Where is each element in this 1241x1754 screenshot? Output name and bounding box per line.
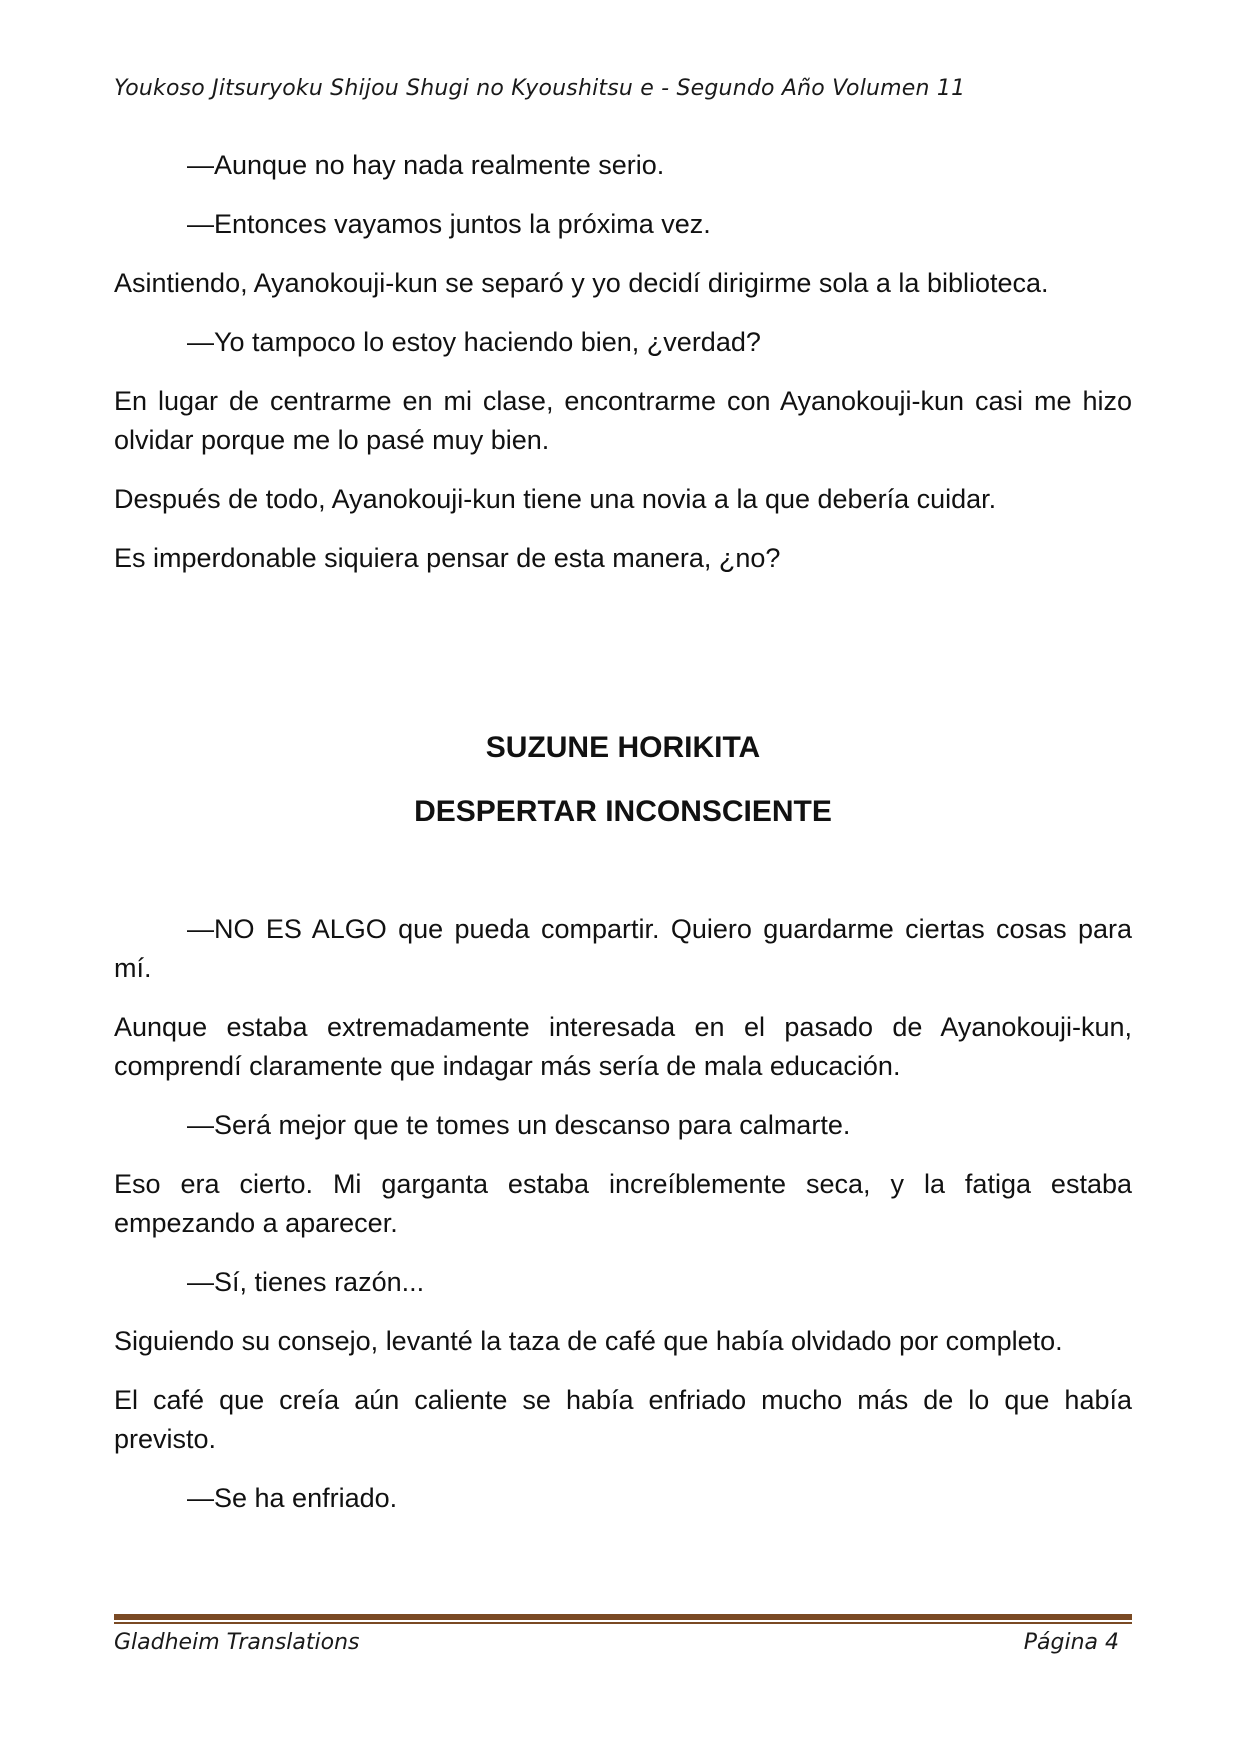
paragraph: —Aunque no hay nada realmente serio. (187, 150, 665, 180)
footer-divider (114, 1614, 1132, 1624)
paragraph: El café que creía aún caliente se había enfriado mucho más de lo que había previsto. (114, 1385, 1132, 1454)
chapter-character-name: SUZUNE HORIKITA (485, 731, 761, 764)
paragraph: Aunque estaba extremadamente interesada en el pasado de Ayanokouji-kun, comprendí claramente que indagar más sería de mala educación. (114, 1012, 1132, 1081)
running-header: Youkoso Jitsuryoku Shijou Shugi no Kyoushitsu e - Segundo Año Volumen 11 (114, 76, 966, 101)
paragraph: Siguiendo su consejo, levanté la taza de café que había olvidado por completo. (114, 1326, 1063, 1356)
chapter-title: DESPERTAR INCONSCIENTE (414, 795, 832, 828)
paragraph: En lugar de centrarme en mi clase, encontrarme con Ayanokouji-kun casi me hizo olvidar porque me lo pasé muy bien. (114, 386, 1132, 455)
paragraph: Es imperdonable siquiera pensar de esta manera, ¿no? (114, 543, 781, 573)
paragraph: Asintiendo, Ayanokouji-kun se separó y yo decidí dirigirme sola a la biblioteca. (114, 268, 1049, 298)
paragraph: —Sí, tienes razón... (187, 1267, 425, 1297)
page-body (114, 146, 1132, 1538)
paragraph: Eso era cierto. Mi garganta estaba increíblemente seca, y la fatiga estaba empezando a aparecer. (114, 1169, 1132, 1238)
paragraph: —NO ES ALGO que pueda compartir. Quiero guardarme ciertas cosas para mí. (114, 914, 1132, 983)
paragraph: —Entonces vayamos juntos la próxima vez. (187, 209, 711, 239)
paragraph: —Yo tampoco lo estoy haciendo bien, ¿verdad? (187, 327, 761, 357)
page-number: Página 4 (1023, 1630, 1119, 1655)
paragraph: —Será mejor que te tomes un descanso para calmarte. (187, 1110, 851, 1140)
footer-credit: Gladheim Translations (114, 1630, 360, 1655)
paragraph: —Se ha enfriado. (187, 1483, 398, 1513)
paragraph: Después de todo, Ayanokouji-kun tiene una novia a la que debería cuidar. (114, 484, 997, 514)
